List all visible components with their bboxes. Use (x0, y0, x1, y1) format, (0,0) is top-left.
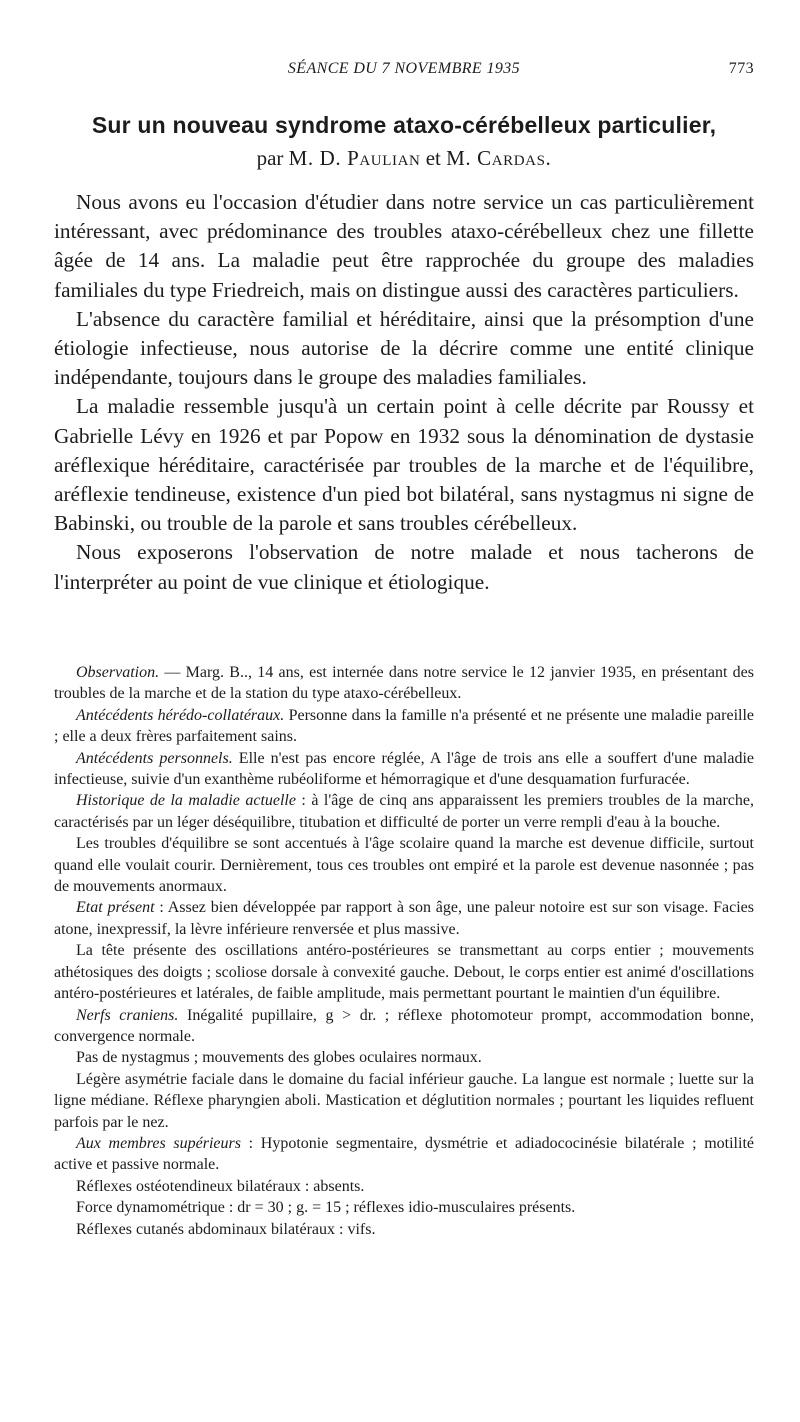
observation-paragraph (54, 705, 754, 748)
author-paulian: M. D. Paulian (288, 146, 421, 170)
intro-paragraph: Nous avons eu l'occasion d'étudier dans notre service un cas particulièrement intéressant, avec prédominance des troubles ataxo-cérébelleux chez une fillette âgée de 14 ans. La maladie peut être rapprochée du groupe des maladies familiales du type Friedreich, mais on distingue aussi des caractères particuliers. (54, 190, 754, 302)
observation-text: Légère asymétrie faciale dans le domaine du facial inférieur gauche. La langue est normale ; luette sur la ligne médiane. Réflexe pharyngien aboli. Mastication et déglutition normales ; pourtant les liquides refluent parfois par le nez. (54, 1070, 754, 1131)
observation-section (54, 662, 754, 1240)
page-number: 773 (728, 60, 754, 77)
observation-lead: Etat présent (76, 899, 155, 917)
running-header (54, 60, 754, 88)
observation-lead: Aux membres supérieurs (76, 1134, 241, 1152)
observation-lead: Antécédents personnels. (76, 749, 233, 767)
observation-paragraph (54, 897, 754, 940)
observation-lead: Nerfs craniens. (76, 1006, 179, 1024)
observation-text: Réflexes cutanés abdominaux bilatéraux : vifs. (76, 1220, 376, 1238)
observation-paragraph (54, 940, 754, 1004)
observation-paragraph (54, 1047, 754, 1068)
observation-text: : Hypotonie segmentaire, dysmétrie et adiadococinésie bilatérale ; motilité active et passive normale. (54, 1134, 754, 1174)
observation-text: Personne dans la famille n'a présenté et ne présente une maladie pareille ; elle a deux frères parfaitement sains. (54, 706, 755, 746)
observation-paragraph (54, 1005, 754, 1048)
observation-paragraph (54, 748, 754, 791)
observation-paragraph (54, 662, 754, 705)
observation-lead: Historique de la maladie actuelle (76, 792, 296, 810)
observation-text: La tête présente des oscillations antéro-postérieures se transmettant au corps entier ; mouvements athétosiques des doigts ; scoliose dorsale à convexité gauche. Debout, le corps entier est animé d'oscillations antéro-postérieures et latérales, de faible amplitude, mais permettant pourtant le maintien d'un équilibre. (54, 942, 754, 1003)
observation-paragraph (54, 1069, 754, 1133)
observation-text: : Assez bien développée par rapport à son âge, une paleur notoire est sur son visage. Facies atone, inexpressif, la lèvre inférieure renversée et plus massive. (54, 899, 755, 938)
observation-paragraph (54, 1133, 754, 1176)
introduction (54, 188, 754, 597)
running-title: SÉANCE DU 7 NOVEMBRE 1935 (287, 60, 521, 77)
observation-text: Inégalité pupillaire, g > dr. ; réflexe photomoteur prompt, accommodation bonne, convergence normale. (54, 1006, 754, 1045)
observation-text: : à l'âge de cinq ans apparaissent les premiers troubles de la marche, caractérisés par un léger déséquilibre, titubation et difficulté de porter un verre rempli d'eau à la bouche. (54, 792, 754, 831)
authors-and: et (425, 146, 441, 170)
observation-paragraph (54, 1219, 754, 1240)
observation-text: Les troubles d'équilibre se sont accentués à l'âge scolaire quand la marche est devenue difficile, surtout quand elle voulait courir. Dernièrement, tous ces troubles ont empiré et la parole est devenue nasonnée ; pas de mouvements anormaux. (54, 835, 754, 896)
authors-line (54, 146, 754, 171)
observation-text: Force dynamométrique : dr = 30 ; g. = 15 ; réflexes idio-musculaires présents. (76, 1199, 576, 1217)
observation-paragraph (54, 1176, 754, 1197)
observation-paragraph (54, 790, 754, 833)
observation-text: Réflexes ostéotendineux bilatéraux : absents. (76, 1177, 365, 1195)
observation-paragraph (54, 833, 754, 897)
author-cardas: M. Cardas. (446, 146, 552, 170)
observation-text: Elle n'est pas encore réglée, A l'âge de trois ans elle a souffert d'une maladie infectieuse, suivie d'un exanthème rubéoliforme et hémorragique et d'une desquamation furfuracée. (54, 749, 754, 789)
observation-paragraph (54, 1197, 754, 1218)
intro-paragraph: La maladie ressemble jusqu'à un certain point à celle décrite par Roussy et Gabrielle Lévy en 1926 et par Popow en 1932 sous la dénomination de dystasie aréflexique héréditaire, caractérisée par troubles de la marche et de l'équilibre, aréflexie tendineuse, existence d'un pied bot bilatéral, sans nystagmus ni signe de Babinski, ou trouble de la parole et sans troubles cérébelleux. (54, 394, 754, 536)
authors-prefix: par (256, 146, 284, 170)
intro-paragraph: L'absence du caractère familial et héréditaire, ainsi que la présomption d'une étiologie infectieuse, nous autorise de la décrire comme une entité clinique indépendante, toujours dans le groupe des maladies familiales. (54, 306, 754, 390)
observation-text: — Marg. B.., 14 ans, est internée dans notre service le 12 janvier 1935, en présentant des troubles de la marche et de la station du type ataxo-cérébelleux. (54, 664, 754, 703)
article-title: Sur un nouveau syndrome ataxo-cérébelleux particulier, (91, 112, 717, 138)
intro-paragraph: Nous exposerons l'observation de notre malade et nous tacherons de l'interpréter au point de vue clinique et étiologique. (54, 540, 754, 594)
observation-lead: Antécédents hérédo-collatéraux. (76, 706, 285, 724)
observation-lead: Observation. (76, 664, 160, 681)
observation-text: Pas de nystagmus ; mouvements des globes oculaires normaux. (76, 1049, 482, 1067)
